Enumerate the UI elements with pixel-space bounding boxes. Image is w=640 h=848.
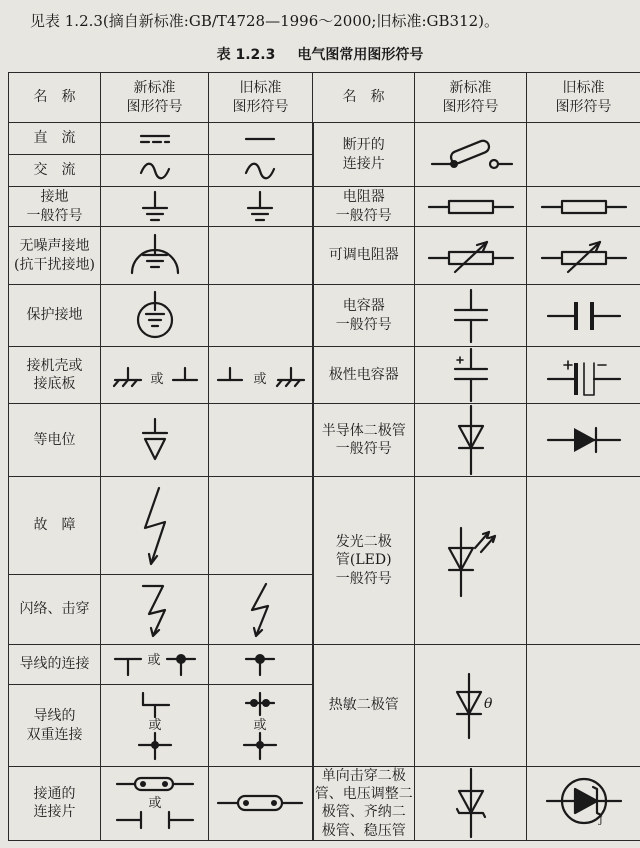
table-row: [9, 187, 640, 227]
diode-icon: [441, 404, 501, 476]
left-name-7: [9, 477, 101, 575]
left-new-symbol-1: [101, 155, 209, 187]
zener-icon: [539, 775, 629, 831]
symbol-name-line: 极管、稳压管: [321, 822, 406, 839]
earth-icon: [125, 190, 185, 224]
left-name-1: [9, 155, 101, 187]
symbol-name-line: (抗干扰接地): [14, 256, 95, 273]
left-old-symbol-7: [209, 477, 313, 575]
symbol-name-line: 断开的: [342, 137, 385, 154]
table-caption: [0, 44, 640, 64]
left-old-symbol-3: [209, 227, 313, 285]
symbol-name-line: 管(LED): [335, 552, 392, 569]
left-new-symbol-6: [101, 404, 209, 477]
right-name-6: [313, 477, 415, 645]
left-new-symbol-3: [101, 227, 209, 285]
right-new-symbol-8: [415, 767, 527, 841]
right-new-symbol-2: [415, 227, 527, 285]
capacitor-icon: [441, 288, 501, 344]
svg-text:或: 或: [253, 717, 267, 733]
table-row: [9, 477, 640, 575]
right-name-7: [313, 645, 415, 767]
right-new-symbol-4: [415, 347, 527, 404]
dc-icon: [230, 129, 290, 149]
right-old-symbol-2: [527, 227, 640, 285]
symbol-name-line: 保护接地: [26, 307, 83, 324]
right-name-0: [313, 123, 415, 187]
svg-text:或: 或: [149, 372, 164, 387]
table-row: [9, 347, 640, 404]
symbol-name-line: 双重连接: [26, 726, 83, 743]
right-name-4: [313, 347, 415, 404]
header-old-right: 旧标准 图形符号: [527, 73, 640, 123]
left-name-2: [9, 187, 101, 227]
left-new-symbol-0: [101, 123, 209, 155]
header-new-left: 新标准 图形符号: [101, 73, 209, 123]
symbol-name-line: 管、电压调整二: [314, 786, 413, 803]
symbol-name-line: 接底板: [33, 376, 76, 392]
right-old-symbol-8: [527, 767, 640, 841]
right-new-symbol-7: [415, 645, 527, 767]
left-new-symbol-11: [101, 767, 209, 841]
fault-icon: [125, 484, 185, 568]
right-old-symbol-0: [527, 123, 640, 187]
table-row: [9, 404, 640, 477]
svg-text:或: 或: [146, 652, 161, 668]
left-name-9: [9, 645, 101, 685]
header-new-right: 新标准 图形符号: [415, 73, 527, 123]
left-new-symbol-10: [101, 685, 209, 767]
symbol-name-line: 连接片: [342, 155, 385, 172]
junction-icon: [107, 651, 203, 679]
svg-text:θ: θ: [483, 695, 492, 712]
symbol-name-line: 无噪声接地: [19, 238, 90, 255]
equipotential-icon: [125, 415, 185, 465]
symbol-name-line: 一般符号: [335, 441, 392, 457]
symbol-name-line: 一般符号: [335, 316, 392, 333]
left-new-symbol-8: [101, 575, 209, 645]
dc-icon: [125, 129, 185, 149]
earth-icon: [230, 190, 290, 224]
right-old-symbol-3: [527, 285, 640, 347]
right-old-symbol-1: [527, 187, 640, 227]
symbol-name-line: 一般符号: [335, 207, 392, 224]
symbol-name-line: 直 流: [33, 130, 76, 147]
noiseless-earth-icon: [120, 231, 190, 281]
double-junction-icon: [230, 689, 290, 763]
flashover-icon: [125, 580, 185, 640]
capacitor-icon: [544, 296, 624, 336]
right-new-symbol-6: [415, 477, 527, 645]
resistor-icon: [425, 196, 517, 218]
left-old-symbol-11: [209, 767, 313, 841]
left-name-0: [9, 123, 101, 155]
left-old-symbol-4: [209, 285, 313, 347]
symbol-name-line: 单向击穿二极: [321, 768, 406, 784]
table-row: [9, 767, 640, 841]
right-old-symbol-5: [527, 404, 640, 477]
symbol-name-line: 交 流: [33, 162, 76, 179]
right-name-8: [313, 767, 415, 841]
left-new-symbol-4: [101, 285, 209, 347]
left-old-symbol-1: [209, 155, 313, 187]
symbol-name-line: 极性电容器: [328, 366, 399, 383]
variable-resistor-icon: [425, 236, 517, 276]
symbol-name-line: 导线的: [33, 708, 76, 725]
svg-text:或: 或: [253, 372, 267, 387]
symbol-name-line: 电阻器: [342, 189, 385, 206]
led-icon: [431, 522, 511, 600]
right-old-symbol-6: [527, 477, 640, 645]
right-new-symbol-5: [415, 404, 527, 477]
left-new-symbol-5: [101, 347, 209, 404]
symbol-name-line: 发光二极: [335, 534, 392, 551]
symbol-name-line: 故 障: [33, 517, 76, 534]
intro-text: 见表 1.2.3(摘自新标准:GB/T4728—1996～2000;旧标准:GB312)。: [30, 12, 500, 30]
left-old-symbol-9: [209, 645, 313, 685]
table-row: [9, 285, 640, 347]
header-name-right: 名 称: [313, 73, 415, 123]
left-old-symbol-10: [209, 685, 313, 767]
right-new-symbol-0: [415, 123, 527, 187]
link-closed-icon: [212, 788, 308, 818]
left-new-symbol-2: [101, 187, 209, 227]
left-old-symbol-5: [209, 347, 313, 404]
left-name-11: [9, 767, 101, 841]
symbol-name-line: 电容器: [342, 298, 385, 315]
right-name-3: [313, 285, 415, 347]
right-old-symbol-4: [527, 347, 640, 404]
table-title: 电气图常用图形符号: [297, 47, 424, 63]
ac-icon: [125, 159, 185, 183]
polar-capacitor-icon: [441, 347, 501, 403]
left-name-4: [9, 285, 101, 347]
symbol-name-line: 热敏二极管: [328, 697, 399, 714]
zener-icon: [441, 767, 501, 839]
table-row: [9, 645, 640, 685]
right-name-5: [313, 404, 415, 477]
link-closed-icon: [107, 772, 203, 834]
symbol-name-line: 接通的: [33, 786, 76, 803]
table-number: 表 1.2.3: [216, 47, 276, 63]
symbol-name-line: 一般符号: [335, 570, 392, 587]
thermal-diode-icon: [441, 672, 501, 740]
symbol-name-line: 等电位: [33, 431, 76, 448]
left-new-symbol-9: [101, 645, 209, 685]
left-old-symbol-2: [209, 187, 313, 227]
left-name-10: [9, 685, 101, 767]
left-name-3: [9, 227, 101, 285]
flashover-icon: [230, 580, 290, 640]
symbol-name-line: 闪络、击穿: [19, 601, 90, 618]
left-old-symbol-0: [209, 123, 313, 155]
symbol-name-line: 接机壳或: [26, 357, 83, 374]
header-name-left: 名 称: [9, 73, 101, 123]
svg-text:或: 或: [147, 796, 162, 812]
header-old-left: 旧标准 图形符号: [209, 73, 313, 123]
symbol-name-line: 半导体二极管: [321, 422, 406, 439]
symbol-name-line: 一般符号: [26, 207, 83, 224]
chassis-icon: [107, 362, 203, 388]
symbol-name-line: 接地: [40, 189, 69, 206]
ac-icon: [230, 159, 290, 183]
left-old-symbol-6: [209, 404, 313, 477]
left-name-6: [9, 404, 101, 477]
right-name-1: [313, 187, 415, 227]
left-old-symbol-8: [209, 575, 313, 645]
resistor-icon: [538, 196, 630, 218]
symbol-table: [8, 72, 640, 841]
symbol-name-line: 连接片: [33, 804, 76, 821]
svg-text:J: J: [598, 816, 603, 827]
svg-text:或: 或: [147, 717, 162, 733]
symbol-name-line: 导线的连接: [19, 656, 90, 673]
left-name-8: [9, 575, 101, 645]
polar-capacitor-icon: [544, 353, 624, 397]
diode-icon: [544, 420, 624, 460]
left-name-5: [9, 347, 101, 404]
right-new-symbol-1: [415, 187, 527, 227]
double-junction-icon: [125, 689, 185, 763]
left-new-symbol-7: [101, 477, 209, 575]
chassis-icon: [212, 362, 308, 388]
protective-earth-icon: [125, 290, 185, 342]
right-new-symbol-3: [415, 285, 527, 347]
table-row: [9, 227, 640, 285]
table-header-row: [9, 73, 640, 123]
table-row: [9, 123, 640, 155]
right-old-symbol-7: [527, 645, 640, 767]
junction-icon: [230, 651, 290, 679]
link-open-icon: [426, 138, 516, 172]
symbol-name-line: 极管、齐纳二: [321, 804, 406, 821]
variable-resistor-icon: [538, 236, 630, 276]
right-name-2: [313, 227, 415, 285]
symbol-name-line: 可调电阻器: [328, 247, 399, 264]
